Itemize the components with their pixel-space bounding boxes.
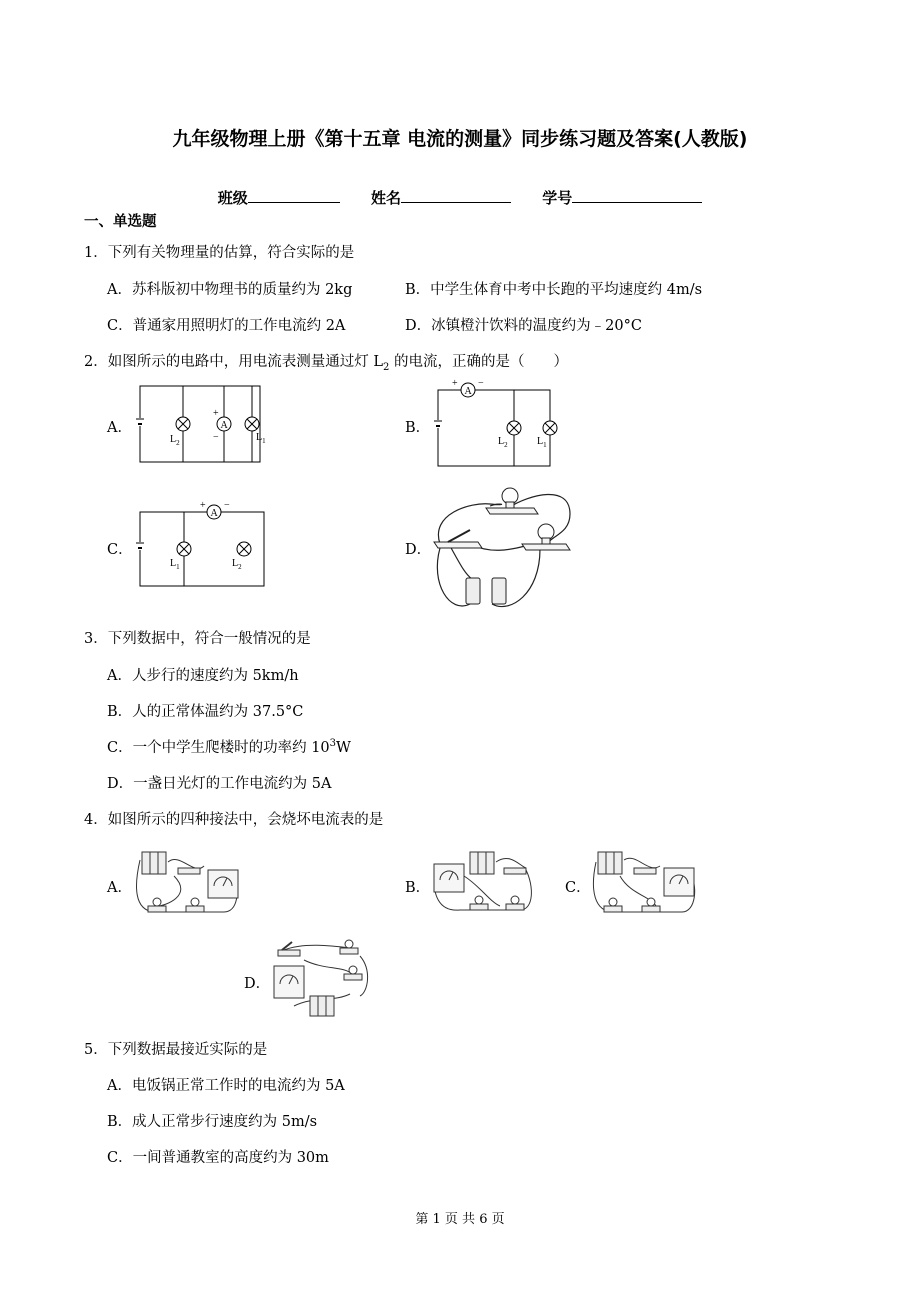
name-label: 姓名 [370, 189, 401, 207]
battery-icon [310, 996, 334, 1016]
svg-text:L2: $L_2$ [232, 558, 242, 571]
question-1-option-d[interactable]: D．冰镇橙汁饮料的温度约为﹣20°C [405, 318, 642, 334]
circuit-photo-4a [134, 846, 244, 920]
question-1-option-c[interactable]: C．普通家用照明灯的工作电流约 2A [107, 318, 346, 334]
lamp-holder-icon [470, 896, 524, 910]
student-info-line [0, 186, 920, 208]
page-footer: 第 1 页 共 6 页 [415, 1212, 505, 1227]
battery-icon [136, 542, 145, 550]
ammeter-icon [274, 966, 304, 998]
lamp-holder-icon [340, 940, 362, 980]
svg-text:−: − [213, 432, 219, 443]
ammeter-icon [213, 408, 231, 443]
id-field[interactable] [572, 186, 702, 203]
circuit-photo-4d [264, 936, 376, 1020]
section-heading: 一、单选题 [84, 214, 157, 230]
question-4-option-b[interactable]: B． [405, 880, 431, 896]
lamp-icon [543, 421, 557, 435]
question-5-stem: 5．下列数据最接近实际的是 [84, 1042, 268, 1058]
question-4-option-a[interactable]: A． [107, 880, 132, 896]
battery-icon [466, 578, 506, 604]
name-field[interactable] [401, 186, 511, 203]
svg-text:+: + [452, 378, 458, 389]
question-4-option-d[interactable]: D． [244, 976, 271, 992]
circuit-photo-4c [590, 846, 702, 920]
battery-icon [142, 852, 166, 874]
lamp-icon [177, 542, 191, 556]
switch-icon [278, 942, 300, 956]
lamp-holder-icon [148, 898, 204, 912]
ammeter-icon [664, 868, 694, 896]
question-5-option-a[interactable]: A．电饭锅正常工作时的电流约为 5A [107, 1078, 345, 1094]
svg-text:A: A [220, 420, 228, 431]
question-1-option-b[interactable]: B．中学生体育中考中长跑的平均速度约 4m/s [405, 282, 703, 298]
circuit-photo-4b [430, 846, 542, 920]
lamp-icon [237, 542, 251, 556]
question-3-stem: 3．下列数据中，符合一般情况的是 [84, 631, 311, 647]
question-2-option-b[interactable]: B． [405, 420, 431, 436]
svg-text:−: − [478, 378, 484, 389]
question-4-option-c[interactable]: C． [565, 880, 591, 896]
lamp-holder-icon [486, 488, 538, 514]
lamp-icon [507, 421, 521, 435]
lamp-icon [176, 417, 190, 431]
circuit-photo-d [430, 474, 580, 614]
svg-text:L2: $L_2$ [498, 436, 508, 449]
svg-text:L1: $L_1$ [170, 558, 180, 571]
lamp-holder-icon [522, 524, 570, 550]
question-1-option-a[interactable]: A．苏科版初中物理书的质量约为 2kg [107, 282, 353, 298]
switch-icon [434, 530, 482, 548]
battery-icon [136, 418, 145, 426]
svg-text:L1: $L_1$ [256, 432, 266, 445]
switch-icon [504, 868, 526, 874]
battery-icon [434, 420, 443, 428]
svg-text:−: − [224, 500, 230, 511]
lamp-icon [245, 417, 259, 431]
svg-text:L1: $L_1$ [537, 436, 547, 449]
question-3-option-a[interactable]: A．人步行的速度约为 5km/h [107, 668, 299, 684]
question-1-stem: 1．下列有关物理量的估算，符合实际的是 [84, 245, 355, 261]
svg-text:L2: $L_2$ [170, 434, 180, 447]
circuit-diagram-b [430, 378, 560, 470]
ammeter-icon [434, 864, 464, 892]
question-5-option-c[interactable]: C．一间普通教室的高度约为 30m [107, 1150, 329, 1166]
question-4-stem: 4．如图所示的四种接法中，会烧坏电流表的是 [84, 812, 384, 828]
battery-icon [598, 852, 622, 874]
question-2-stem: 2．如图所示的电路中，用电流表测量通过灯 $L_2$ 的电流，正确的是（ ） [84, 354, 568, 373]
switch-icon [634, 868, 656, 874]
question-2-option-a[interactable]: A． [107, 420, 132, 436]
question-3-option-d[interactable]: D．一盏日光灯的工作电流约为 5A [107, 776, 332, 792]
ammeter-icon [452, 378, 484, 397]
svg-text:+: + [213, 408, 219, 419]
circuit-diagram-a [136, 382, 266, 466]
question-3-option-b[interactable]: B．人的正常体温约为 37.5°C [107, 704, 304, 720]
question-3-option-c[interactable]: C．一个中学生爬楼时的功率约 $10^3W$ [107, 738, 351, 756]
id-label: 学号 [542, 189, 573, 207]
ammeter-icon [208, 870, 238, 898]
svg-text:A: A [210, 508, 218, 519]
svg-text:A: A [464, 386, 472, 397]
question-5-option-b[interactable]: B．成人正常步行速度约为 5m/s [107, 1114, 318, 1130]
lamp-holder-icon [604, 898, 660, 912]
class-field[interactable] [248, 186, 340, 203]
switch-icon [178, 868, 200, 874]
page-title: 九年级物理上册《第十五章 电流的测量》同步练习题及答案(人教版) [172, 128, 748, 150]
ammeter-icon [200, 500, 230, 519]
svg-text:+: + [200, 500, 206, 511]
question-2-option-d[interactable]: D． [405, 542, 432, 558]
class-label: 班级 [217, 189, 248, 207]
question-2-option-c[interactable]: C． [107, 542, 133, 558]
circuit-diagram-c [132, 498, 272, 590]
battery-icon [470, 852, 494, 874]
